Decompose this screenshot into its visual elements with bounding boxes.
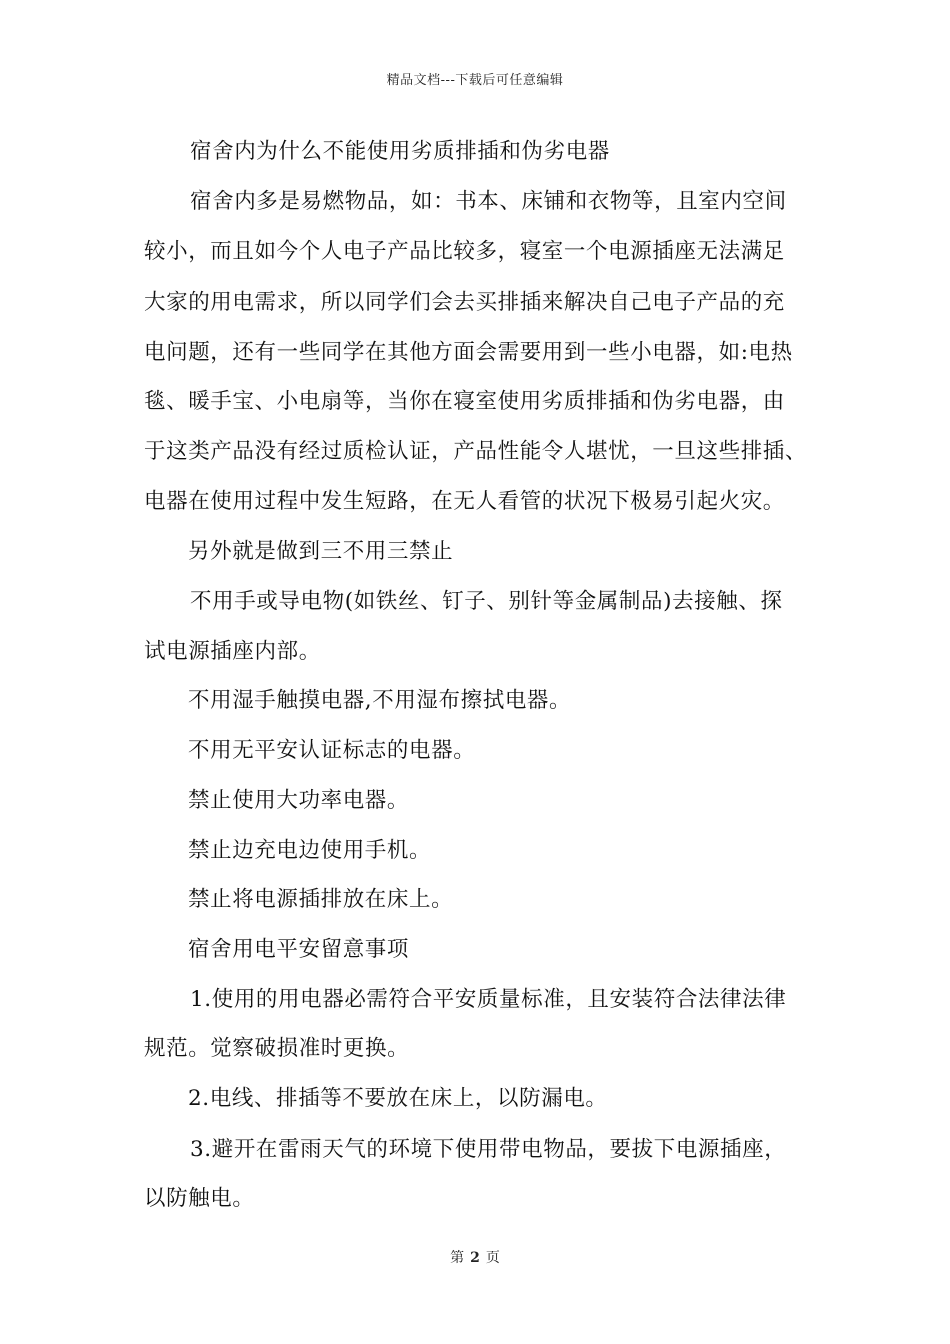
list-item-line: 以防触电。 xyxy=(144,1186,255,1211)
list-item-line: 3.避开在雷雨天气的环境下使用带电物品，要拔下电源插座， xyxy=(190,1137,787,1162)
rule-line: 不用手或导电物(如铁丝、钉子、别针等金属制品)去接触、探 xyxy=(190,589,783,614)
paragraph-line: 较小，而且如今个人电子产品比较多，寝室一个电源插座无法满足 xyxy=(144,239,785,264)
paragraph-line: 电器在使用过程中发生短路，在无人看管的状况下极易引起火灾。 xyxy=(144,489,785,514)
paragraph-line: 宿舍内多是易燃物品，如：书本、床铺和衣物等，且室内空间 xyxy=(190,189,787,214)
page-header: 精品文档---下载后可任意编辑 xyxy=(386,73,564,88)
paragraph-line: 毯、暖手宝、小电扇等，当你在寝室使用劣质排插和伪劣电器，由 xyxy=(144,389,785,414)
heading-why-no-poor-power-strips: 宿舍内为什么不能使用劣质排插和伪劣电器 xyxy=(190,139,610,164)
paragraph-line: 大家的用电需求，所以同学们会去买排插来解决自己电子产品的充 xyxy=(144,290,785,315)
page-number: 2 xyxy=(470,1250,480,1266)
list-item-line: 2.电线、排插等不要放在床上，以防漏电。 xyxy=(188,1086,608,1111)
rule-line: 禁止将电源插排放在床上。 xyxy=(188,887,454,912)
rule-line: 禁止边充电边使用手机。 xyxy=(188,838,432,863)
paragraph-line: 于这类产品没有经过质检认证，产品性能令人堪忧，一旦这些排插、 xyxy=(144,439,808,464)
rule-line: 不用湿手触摸电器,不用湿布擦拭电器。 xyxy=(188,688,572,713)
heading-three-dont-three-prohibit: 另外就是做到三不用三禁止 xyxy=(188,539,454,564)
rule-line: 试电源插座内部。 xyxy=(144,639,321,664)
page-prefix: 第 xyxy=(450,1250,465,1266)
list-item-line: 规范。觉察破损准时更换。 xyxy=(144,1036,410,1061)
page-suffix: 页 xyxy=(485,1250,500,1266)
list-item-line: 1.使用的用电器必需符合平安质量标准，且安装符合法律法律 xyxy=(190,987,787,1012)
rule-line: 禁止使用大功率电器。 xyxy=(188,788,410,813)
heading-dorm-electricity-safety: 宿舍用电平安留意事项 xyxy=(188,937,410,962)
page-number-footer xyxy=(0,1247,950,1267)
rule-line: 不用无平安认证标志的电器。 xyxy=(188,738,476,763)
paragraph-line: 电问题，还有一些同学在其他方面会需要用到一些小电器，如:电热 xyxy=(144,340,793,365)
